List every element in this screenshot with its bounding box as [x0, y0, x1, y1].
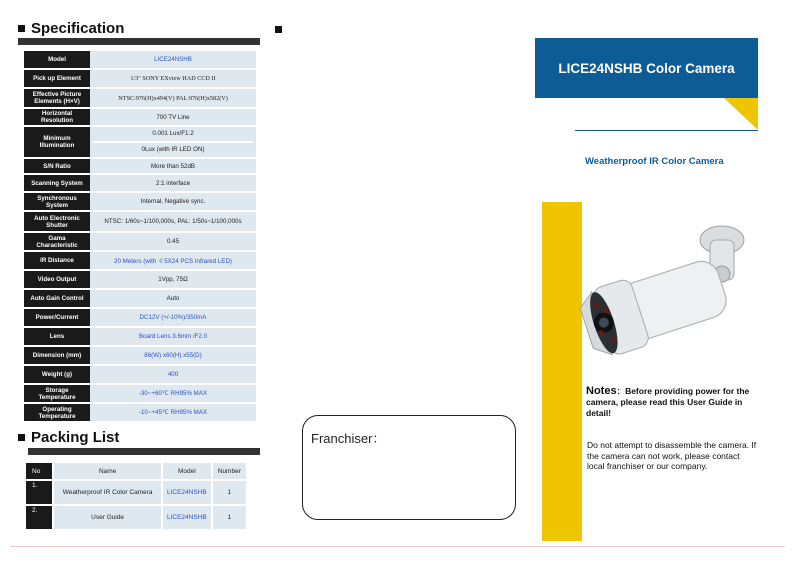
table-row: [24, 51, 256, 68]
table-row: [24, 159, 256, 173]
spec-value: Auto: [90, 290, 256, 307]
item-no: 1.: [26, 481, 52, 504]
column-header: Name: [54, 463, 161, 479]
spec-label: Gama Characteristic: [24, 233, 90, 250]
spec-label: Weight (g): [24, 366, 90, 383]
spec-label: Minimum Illumination: [24, 127, 90, 157]
spec-value: 20 Meters (with ￠5X24 PCS Infrared LED): [90, 252, 256, 269]
section-divider: [28, 448, 260, 455]
spec-value: 86(W) x60(H) x55(D): [90, 347, 256, 364]
column-header: Number: [213, 463, 246, 479]
table-row: [24, 233, 256, 250]
table-row: [26, 481, 246, 504]
spec-value: More than 52dB: [90, 159, 256, 173]
spec-label: IR Distance: [24, 252, 90, 269]
table-row: [24, 175, 256, 191]
yellow-side-bar: [542, 202, 582, 541]
table-row: [24, 127, 256, 157]
camera-image: [580, 212, 750, 362]
spec-label: Dimension (mm): [24, 347, 90, 364]
specification-table: [24, 49, 256, 423]
spec-label: Model: [24, 51, 90, 68]
spec-label: Auto Electronic Shutter: [24, 212, 90, 231]
table-header-row: [26, 463, 246, 479]
column-header: No: [26, 463, 52, 479]
bullet-icon: [18, 25, 25, 32]
item-no: 2.: [26, 506, 52, 529]
spec-value-line: 0.001 Lux/F1.2: [152, 130, 194, 137]
section-divider: [18, 38, 260, 45]
notes-label: Notes: [586, 385, 617, 397]
spec-label: Power/Current: [24, 309, 90, 326]
title-underline: [575, 130, 758, 131]
cover-title: [535, 38, 758, 98]
spec-value: [90, 127, 256, 157]
table-row: [24, 347, 256, 364]
spec-value: 1Vpp, 75Ω: [90, 271, 256, 288]
franchiser-box: [302, 415, 516, 520]
spec-label: Operating Temperature: [24, 404, 90, 421]
table-row: [24, 290, 256, 307]
spec-label: Lens: [24, 328, 90, 345]
item-number: 1: [213, 506, 246, 529]
table-row: [24, 70, 256, 87]
spec-value: -30~+60℃ RH95% MAX: [90, 385, 256, 402]
item-model: LICE24NSHB: [163, 506, 211, 529]
cover-title-text: LICE24NSHB Color Camera: [558, 60, 735, 76]
spec-label: Storage Temperature: [24, 385, 90, 402]
item-model: LICE24NSHB: [163, 481, 211, 504]
table-row: [24, 309, 256, 326]
spec-label: Pick up Element: [24, 70, 90, 87]
notes-text: ：Before providing power for the camera, please read this User Guide in detail!: [586, 386, 750, 418]
bottom-rule: [10, 546, 785, 547]
table-row: [24, 193, 256, 210]
packing-list-heading-text: Packing List: [31, 429, 120, 446]
yellow-corner-accent: [724, 98, 758, 130]
specification-heading: [18, 20, 124, 37]
packing-list-heading: [18, 429, 119, 446]
spec-value: 2:1 interface: [90, 175, 256, 191]
table-row: [24, 89, 256, 107]
specification-heading-text: Specification: [31, 20, 125, 37]
spec-value: 1/3" SONY EXview HAD CCD II: [90, 70, 256, 87]
spec-label: Effective Picture Elements (H×V): [24, 89, 90, 107]
spec-label: Synchronous System: [24, 193, 90, 210]
bullet-icon: [18, 434, 25, 441]
spec-value: NTSC: 1/60s~1/100,000s, PAL: 1/50s~1/100,000s: [90, 212, 256, 231]
table-row: [24, 252, 256, 269]
cover-subtitle: Weatherproof IR Color Camera: [585, 156, 724, 167]
table-row: [24, 212, 256, 231]
column-header: Model: [163, 463, 211, 479]
spec-label: Auto Gain Control: [24, 290, 90, 307]
spec-label: Scanning System: [24, 175, 90, 191]
spec-label: S/N Ratio: [24, 159, 90, 173]
table-row: [24, 109, 256, 125]
item-name: User Guide: [54, 506, 161, 529]
spec-value: Board Lens 3.6mm /F2.0: [90, 328, 256, 345]
table-row: [24, 271, 256, 288]
item-number: 1: [213, 481, 246, 504]
spec-value-line: 0Lux (with IR LED ON): [93, 141, 253, 157]
spec-label: Video Output: [24, 271, 90, 288]
spec-value: 0.45: [90, 233, 256, 250]
table-row: [24, 404, 256, 421]
table-row: [24, 328, 256, 345]
table-row: [24, 385, 256, 402]
spec-value: Internal, Negative sync.: [90, 193, 256, 210]
table-row: [26, 506, 246, 529]
warning-text: Do not attempt to disassemble the camera. If the camera can not work, please contact local franchiser or our company.: [587, 440, 757, 471]
spec-value: NTSC:976(H)x494(V) PAL:976(H)x582(V): [90, 89, 256, 107]
item-name: Weatherproof IR Color Camera: [54, 481, 161, 504]
spec-value: 400: [90, 366, 256, 383]
bullet-icon: [275, 26, 282, 33]
packing-list-table: [24, 461, 248, 531]
notes-block: [586, 386, 758, 419]
spec-label: Horizontal Resolution: [24, 109, 90, 125]
franchiser-label: Franchiser：: [311, 431, 386, 446]
spec-value: DC12V (+/-10%)/350mA: [90, 309, 256, 326]
spec-value: 700 TV Line: [90, 109, 256, 125]
table-row: [24, 366, 256, 383]
spec-value: LICE24NSHB: [90, 51, 256, 68]
spec-value: -10~+45℃ RH95% MAX: [90, 404, 256, 421]
